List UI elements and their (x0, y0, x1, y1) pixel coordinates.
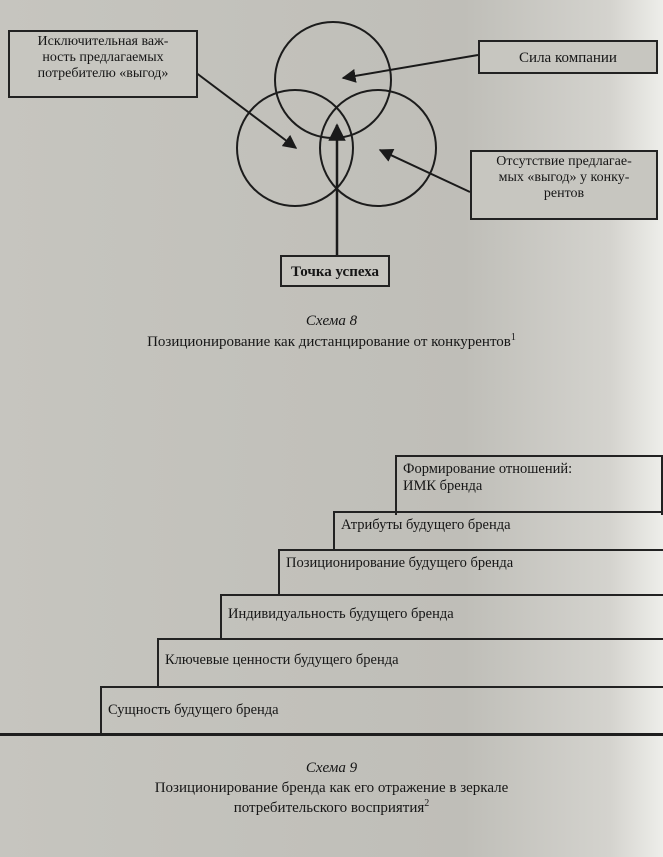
scheme-8-caption-text: Позиционирование как дистанцирование от конкурентов (147, 334, 511, 350)
scheme-9-caption-line1: Позиционирование бренда как его отражение в зеркале (154, 780, 509, 796)
scheme-8-caption (0, 332, 663, 352)
box-success-point: Точка успеха (280, 255, 390, 287)
arrow-left-box (195, 72, 296, 148)
step-individuality: Индивидуальность будущего бренда (220, 594, 663, 638)
scheme-9-label: Схема 9 (305, 760, 358, 776)
step-brand-essence: Сущность будущего бренда (100, 686, 663, 733)
step-core-values: Ключевые ценности будущего бренда (157, 638, 663, 686)
scheme-9-caption-line2-wrap (0, 798, 663, 818)
box-benefits-importance: Исключительная важ- ность предлагаемых потребителю «выгод» (8, 30, 198, 98)
box-no-competitor-benefits: Отсутствие предлагае- мых «выгод» у конку- рентов (470, 150, 658, 220)
arrow-company-strength (343, 55, 478, 78)
scheme-9-caption-line2: потребительского восприятия (233, 799, 425, 816)
footnote-1: 1 (510, 332, 516, 343)
footnote-2: 2 (424, 797, 430, 809)
baseline-rule (0, 733, 663, 736)
step-attributes: Атрибуты будущего бренда (333, 511, 663, 551)
box-company-strength: Сила компании (478, 40, 658, 74)
arrow-competitors (380, 150, 470, 192)
step-relations-imk: Формирование отношений: ИМК бренда (395, 455, 663, 515)
scheme-9-caption (0, 779, 663, 818)
scheme-8-label: Схема 8 (305, 313, 358, 329)
step-positioning: Позиционирование будущего бренда (278, 549, 663, 594)
venn-circle-top (275, 22, 391, 138)
